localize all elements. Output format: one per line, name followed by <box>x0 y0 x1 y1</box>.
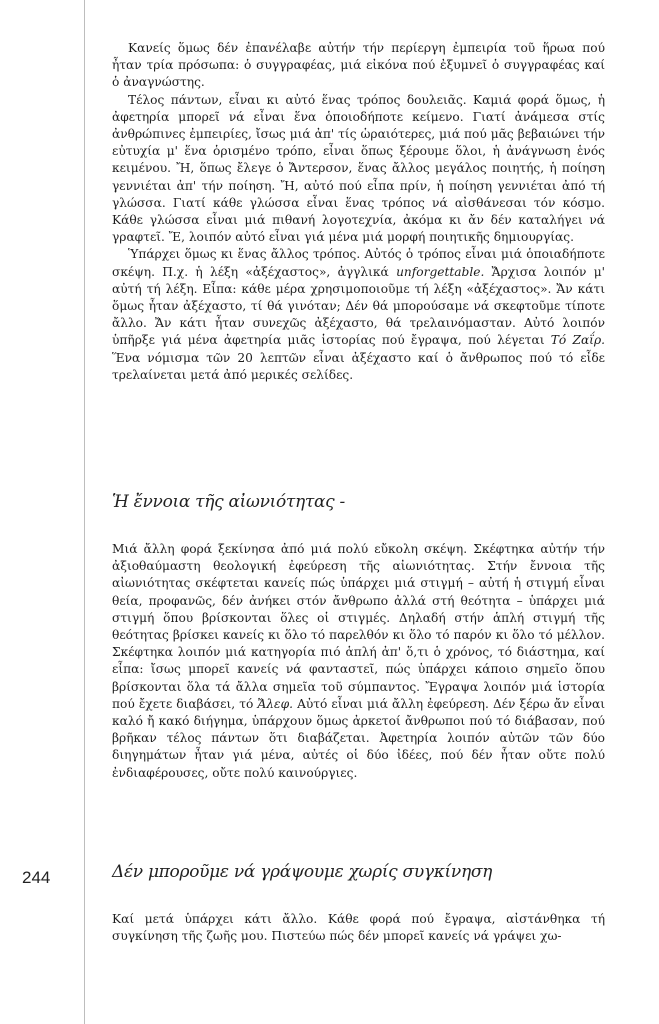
paragraph-3 <box>112 246 605 384</box>
paragraph-4-text-b: Αὐτό εἶναι μιά ἄλλη ἐφεύρεση. Δέν ξέρω ἄν εἶναι καλό ἤ κακό διήγημα, ὑπάρχουν ὅμως ἀρκετοί ἄνθρωποι πού τό διάβασαν, πού βρῆκαν τέλος πάντων ὅτι διαβάζεται. Ἀφετηρία λοιπόν αὐτῶν τῶν δύο διηγημάτων ἦταν γιά μένα, αὐτές οἱ δύο ἰδέες, πού δέν ἦταν οὔτε πολύ ἐνδιαφέρουσες, οὔτε πολύ καινούργιες. <box>112 696 605 780</box>
paragraph-3-emphasis-b: Τό Ζαΐρ. <box>550 333 605 348</box>
section-two <box>112 541 605 782</box>
paragraph-3-text-a: Ὑπάρχει ὅμως κι ἕνας ἄλλος τρόπος. Αὐτός ὁ τρόπος εἶναι μιά ὁποιαδήποτε σκέψη. Π.χ. ἡ λέξη «ἀξέχαστος», ἀγγλικά <box>112 247 605 279</box>
section-one <box>112 40 605 384</box>
paragraph-4-emphasis: Ἄλεφ. <box>257 696 293 711</box>
paragraph-1: Κανείς ὅμως δέν ἐπανέλαβε αὐτήν τήν περίεργη ἐμπειρία τοῦ ἥρωα πού ἦταν τρία πρόσωπα: ὁ συγγραφέας, μιά εἰκόνα πού ἐξυμνεῖ ὁ συγγραφέας καί ὁ ἀναγνώστης. <box>112 41 605 90</box>
section-three <box>112 911 605 945</box>
section-heading-emotion: Δέν μποροῦμε νά γράψουμε χωρίς συγκίνηση <box>112 862 493 882</box>
paragraph-4-text-a: Μιά ἄλλη φορά ξεκίνησα ἀπό μιά πολύ εὔκολη σκέψη. Σκέφτηκα αὐτήν τήν ἀξιοθαύμαστη θεολογική ἐφεύρεση τῆς αἰωνιότητας. Στήν ἔννοια τῆς αἰωνιότητας σκέφτεται κανείς πώς ὑπάρχει μιά στιγμή – αὐτή ἡ στιγμή εἶναι θεία, προφανῶς, δέν ἀνήκει στόν ἄνθρωπο ἀλλά στή θεότητα – ὑπάρχει μιά στιγμή ὅπου βρίσκονται ὅλες οἱ στιγμές. Δηλαδή στήν ἁπλή στιγμή τῆς θεότητας βρίσκει κανείς κι ὅλο τό παρελθόν κι ὅλο τό παρόν κι ὅλο τό μέλλον. Σκέφτηκα λοιπόν μιά κατηγορία πιό ἁπλή ἀπ' ὅ,τι ὁ χρόνος, τό διάστημα, καί εἶπα: ἴσως μπορεῖ κανείς νά φανταστεῖ, πώς ὑπάρχει κάποιο σημεῖο ὅπου βρίσκονται ὅλα τά ἄλλα σημεῖα τοῦ σύμπαντος. Ἔγραψα λοιπόν μιά ἱστορία πού ἔχετε διαβάσει, τό <box>112 542 605 711</box>
section-heading-eternity: Ἡ ἔννοια τῆς αἰωνιότητας - <box>112 492 345 512</box>
paragraph-3-text-b: Ἄρχισα λοιπόν μ' αὐτή τή λέξη. Εἶπα: κάθε μέρα χρησιμοποιοῦμε τή λέξη «ἀξέχαστος». Ἄν κάτι ὅμως ἦταν ἀξέχαστο, τί θά γινόταν; Δέν θά μπορούσαμε νά σκεφτοῦμε τίποτε ἄλλο. Ἄν κάτι ἦταν συνεχῶς ἀξέχαστο, θά τρελαινόμασταν. Αὐτό λοιπόν ὑπῆρξε γιά μένα ἀφετηρία μιᾶς ἱστορίας πού ἔγραψα, πού λέγεται <box>112 264 605 348</box>
paragraph-5: Καί μετά ὑπάρχει κάτι ἄλλο. Κάθε φορά πού ἔγραψα, αἰστάνθηκα τή συγκίνηση τῆς ζωῆς μου. Πιστεύω πώς δέν μπορεῖ κανείς νά γράψει χω- <box>112 912 605 944</box>
page-number: 244 <box>22 868 51 887</box>
paragraph-4 <box>112 541 605 782</box>
paragraph-2: Τέλος πάντων, εἶναι κι αὐτό ἕνας τρόπος δουλειᾶς. Καμιά φορά ὅμως, ἡ ἀφετηρία μπορεῖ νά εἶναι ἕνα ὁποιοδήποτε κείμενο. Γιατί ἀνάμεσα στίς ἀνθρώπινες ἐμπειρίες, ἴσως μιά ἀπ' τίς ὡραιότερες, μιά πού μᾶς βεβαιώνει τήν εὐτυχία μ' ἕνα ὁρισμένο τρόπο, εἶναι ὅπως ξέρουμε ὅλοι, ἡ ἀνάγνωση ἑνός κειμένου. Ἤ, ὅπως ἔλεγε ὁ Ἄντερσον, ἕνας ἄλλος μεγάλος ποιητής, ἡ ποίηση γεννιέται ἀπ' τήν ποίηση. Ἤ, αὐτό πού εἶπα πρίν, ἡ ποίηση γεννιέται ἀπό τή γλώσσα. Γιατί κάθε γλώσσα εἶναι ἕνας τρόπος νά αἰσθάνεσαι τόν κόσμο. Κάθε γλώσσα εἶναι μιά πιθανή λογοτεχνία, ἀκόμα κι ἄν δέν καταλήγει νά γραφτεῖ. Ἔ, λοιπόν αὐτό εἶναι γιά μένα μιά μορφή ποιητικῆς δημιουργίας. <box>112 92 605 245</box>
paragraph-3-emphasis-a: unforgettable. <box>396 264 485 279</box>
margin-rule <box>84 0 85 1024</box>
paragraph-3-text-c: Ἕνα νόμισμα τῶν 20 λεπτῶν εἶναι ἀξέχαστο καί ὁ ἄνθρωπος πού τό εἶδε τρελαίνεται μετά ἀπό μερικές σελίδες. <box>112 350 605 382</box>
